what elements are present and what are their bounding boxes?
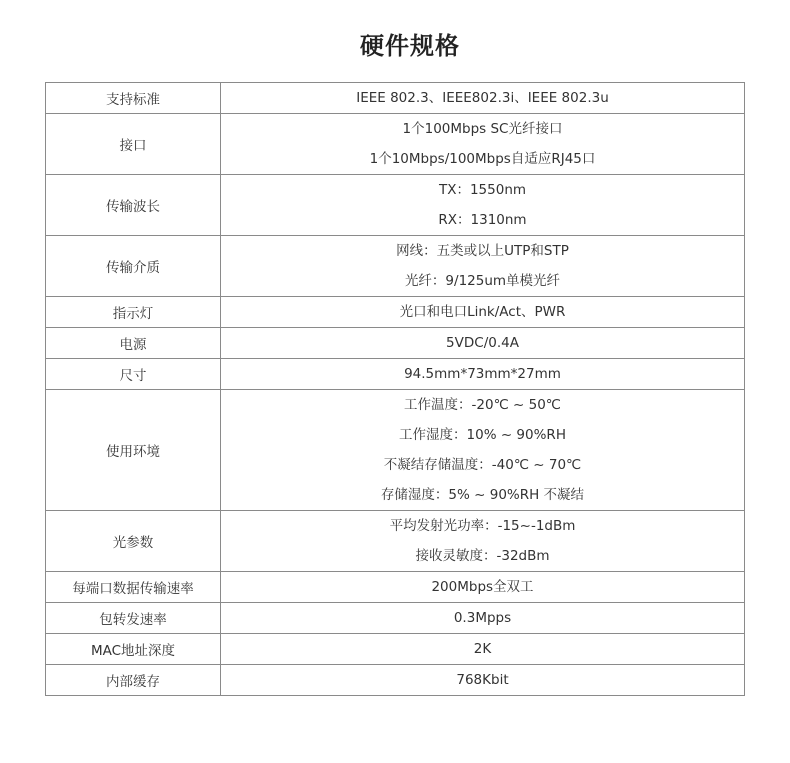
spec-label: 接口 — [46, 114, 221, 175]
spec-value-line: 工作湿度：10% ~ 90%RH — [399, 427, 566, 443]
spec-value — [221, 390, 745, 511]
spec-label: 支持标准 — [46, 83, 221, 114]
table-row — [46, 83, 745, 114]
table-row — [46, 236, 745, 297]
table-row — [46, 634, 745, 665]
spec-value-line: 平均发射光功率：-15~-1dBm — [389, 518, 576, 534]
spec-value-line: 工作温度：-20℃ ~ 50℃ — [404, 397, 561, 413]
spec-value-line: 光口和电口Link/Act、PWR — [399, 304, 566, 320]
spec-table — [45, 82, 745, 696]
spec-label: 指示灯 — [46, 297, 221, 328]
spec-value-line: 94.5mm*73mm*27mm — [404, 366, 561, 382]
spec-value — [221, 83, 745, 114]
table-row — [46, 390, 745, 511]
spec-value-line: 768Kbit — [456, 672, 509, 688]
spec-value — [221, 572, 745, 603]
spec-value-line: IEEE 802.3、IEEE802.3i、IEEE 802.3u — [356, 90, 609, 106]
spec-value-line: 接收灵敏度：-32dBm — [415, 548, 550, 564]
spec-value — [221, 114, 745, 175]
table-row — [46, 114, 745, 175]
spec-value-line: 0.3Mpps — [453, 610, 512, 626]
table-row — [46, 297, 745, 328]
table-row — [46, 359, 745, 390]
table-row — [46, 328, 745, 359]
spec-value — [221, 175, 745, 236]
spec-value-line: 网线：五类或以上UTP和STP — [396, 243, 569, 259]
spec-value-line: 存储湿度：5% ~ 90%RH 不凝结 — [380, 487, 585, 503]
spec-label: 内部缓存 — [46, 665, 221, 696]
spec-value — [221, 665, 745, 696]
spec-value — [221, 603, 745, 634]
spec-value-line: 2K — [473, 641, 492, 657]
spec-value — [221, 236, 745, 297]
spec-value — [221, 634, 745, 665]
spec-value-line: 1个10Mbps/100Mbps自适应RJ45口 — [369, 151, 596, 167]
spec-value-line: 5VDC/0.4A — [446, 335, 519, 351]
spec-label: 传输波长 — [46, 175, 221, 236]
spec-value-line: 200Mbps全双工 — [431, 579, 534, 595]
spec-label: 电源 — [46, 328, 221, 359]
spec-value-line: 1个100Mbps SC光纤接口 — [402, 121, 563, 137]
spec-value-line: RX：1310nm — [438, 212, 527, 228]
spec-value-line: 光纤：9/125um单模光纤 — [404, 273, 561, 289]
page-title: 硬件规格 — [360, 32, 460, 60]
table-row — [46, 572, 745, 603]
spec-value — [221, 359, 745, 390]
spec-value — [221, 328, 745, 359]
spec-label: MAC地址深度 — [46, 634, 221, 665]
spec-value-line: TX：1550nm — [438, 182, 527, 198]
spec-value-line: 不凝结存储温度：-40℃ ~ 70℃ — [383, 457, 582, 473]
spec-label: 传输介质 — [46, 236, 221, 297]
spec-value — [221, 511, 745, 572]
spec-label: 光参数 — [46, 511, 221, 572]
spec-label: 使用环境 — [46, 390, 221, 511]
table-row — [46, 511, 745, 572]
table-row — [46, 603, 745, 634]
table-row — [46, 175, 745, 236]
spec-label: 尺寸 — [46, 359, 221, 390]
table-row — [46, 665, 745, 696]
spec-label: 包转发速率 — [46, 603, 221, 634]
spec-label: 每端口数据传输速率 — [46, 572, 221, 603]
spec-value — [221, 297, 745, 328]
